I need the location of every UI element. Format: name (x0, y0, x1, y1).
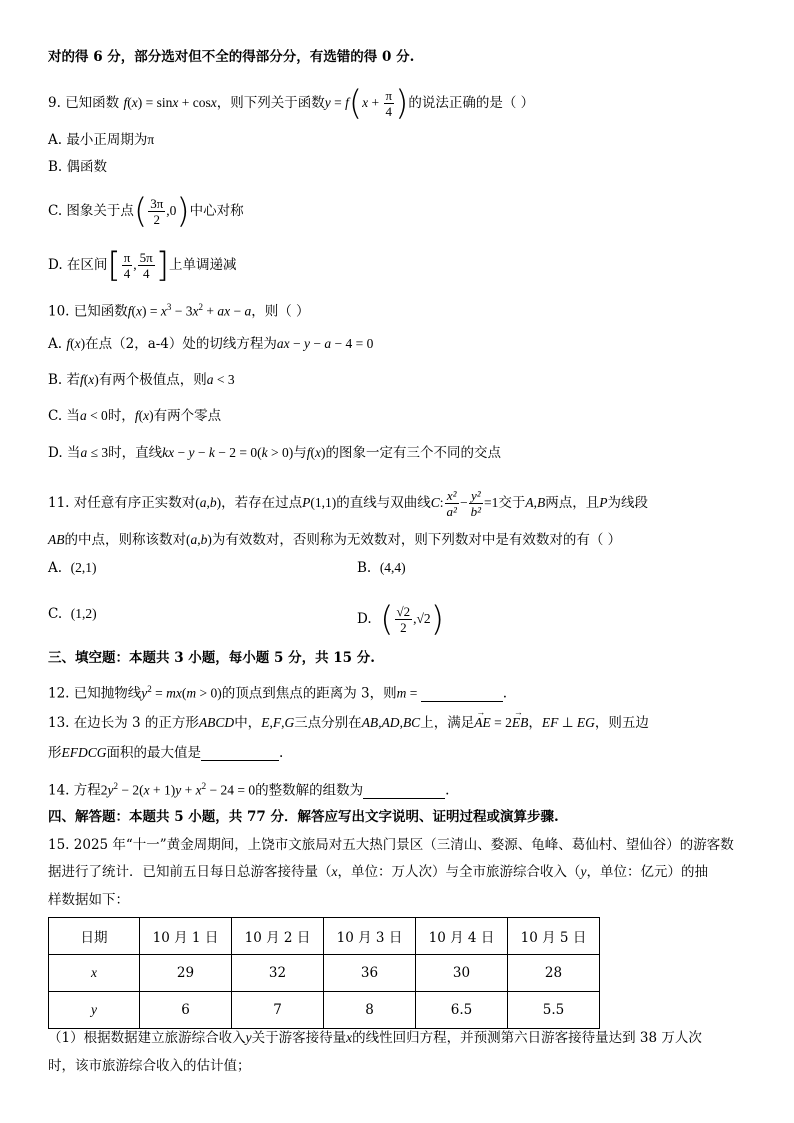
q15-line3: 样数据如下： (48, 892, 129, 908)
table-cell: 10 月 3 日 (324, 918, 416, 955)
section3-heading: 三、填空题：本题共 3 小题，每小题 5 分，共 15 分. (48, 650, 375, 666)
q13-text-line1: 13. 在边长为 3 的正方形ABCD中，E,F,G三点分别在AB,AD,BC上，满足→ AE = 2→ EB，EF ⊥ EG，则五边 (48, 713, 649, 733)
table-cell: 6.5 (416, 992, 508, 1029)
q10-option-b: B. 若f(x)有两个极值点，则a < 3 (48, 372, 235, 388)
q11-stem-line2: AB的中点，则称该数对(a,b)为有效数对，否则称为无效数对，则下列数对中是有效数对的有（ ） (48, 532, 622, 548)
q11-stem-line1: 11. 对任意有序正实数对(a,b)，若存在过点P(1,1)的直线与双曲线C: $\frac{\text{x²}}{\text{a²}}$ − $\frac{\text{y²}}{\text{b²}}$ =1交于A,B两点，且P为线段 (48, 488, 648, 519)
q14-blank[interactable] (363, 784, 445, 799)
q11-option-c: C. (1,2) (48, 606, 97, 622)
q10-option-a: A. f(x)在点（2，a-4）处的切线方程为ax − y − a − 4 = 0 (48, 336, 374, 352)
section4-heading: 四、解答题：本题共 5 小题，共 77 分．解答应写出文字说明、证明过程或演算步骤. (48, 809, 559, 825)
q10-option-c: C. 当a < 0时，f(x)有两个零点 (48, 408, 222, 424)
q11-option-d: D. ( $\frac{√2}{2}$ ,√2) (357, 599, 444, 640)
q13-text-line2: 形EFDCG面积的最大值是 . (48, 745, 284, 761)
table-cell: 29 (140, 955, 232, 992)
q14-text: 14. 方程$2y^2 - 2(x + 1)y + x^2 - 24 = 0$的整数解的组数为 . (48, 781, 450, 799)
table-cell: 10 月 1 日 (140, 918, 232, 955)
q13-blank[interactable] (201, 746, 279, 761)
table-row (49, 955, 600, 992)
q9-option-c: C. 图象关于点( $\frac{3\pi}{2}$ ,0)中心对称 (48, 191, 244, 232)
table-cell: 8 (324, 992, 416, 1029)
table-cell: 30 (416, 955, 508, 992)
table-cell: 10 月 5 日 (508, 918, 600, 955)
table-cell: x (49, 955, 140, 992)
q9-stem: 9. 已知函数 f(x) = sinx + cosx，则下列关于函数y = f(x + $\frac{\pi}{4}$ )的说法正确的是（ ） (48, 83, 535, 124)
table-cell: 10 月 2 日 (232, 918, 324, 955)
intro-text: 对的得 6 分，部分选对但不全的得部分分，有选错的得 0 分. (48, 49, 415, 65)
table-cell: 32 (232, 955, 324, 992)
q11-option-b: B. (4,4) (357, 560, 406, 576)
q12-text: 12. 已知抛物线$y^2 = mx(m > 0)$的顶点到焦点的距离为 3，则m = . (48, 684, 508, 702)
q9-option-d: D. 在区间[ $\frac{\pi}{4}$ , $\frac{5\pi}{4}$ ]上单调递减 (48, 245, 237, 286)
q9-option-a: A. 最小正周期为π (48, 132, 155, 148)
q15-line1: 15. 2025 年“十一”黄金周期间，上饶市文旅局对五大热门景区（三清山、婺源、龟峰、葛仙村、望仙谷）的游客数 (48, 837, 734, 853)
table-cell: y (49, 992, 140, 1029)
q15-line2: 据进行了统计．已知前五日每日总游客接待量（x，单位：万人次）与全市旅游综合收入（y，单位：亿元）的抽 (48, 864, 708, 880)
q15-part1-line2: 时，该市旅游综合收入的估计值； (48, 1058, 251, 1074)
table-row (49, 992, 600, 1029)
table-cell: 28 (508, 955, 600, 992)
table-cell: 6 (140, 992, 232, 1029)
q9-option-b: B. 偶函数 (48, 159, 108, 175)
table-header-row (49, 918, 600, 955)
q10-option-d: D. 当a ≤ 3时，直线kx − y − k − 2 = 0(k > 0)与f(x)的图象一定有三个不同的交点 (48, 445, 501, 461)
q12-blank[interactable] (421, 687, 503, 702)
table-cell: 36 (324, 955, 416, 992)
table-cell: 日期 (49, 918, 140, 955)
table-cell: 10 月 4 日 (416, 918, 508, 955)
q11-option-a: A. (2,1) (48, 560, 97, 576)
q15-data-table (48, 917, 600, 1029)
table-cell: 5.5 (508, 992, 600, 1029)
q10-stem: 10. 已知函数$f(x) = x^3 - 3x^2$ + ax − a，则（ ） (48, 302, 310, 320)
q15-part1-line1: （1）根据数据建立旅游综合收入y关于游客接待量x的线性回归方程，并预测第六日游客接待量达到 38 万人次 (48, 1030, 702, 1046)
table-cell: 7 (232, 992, 324, 1029)
